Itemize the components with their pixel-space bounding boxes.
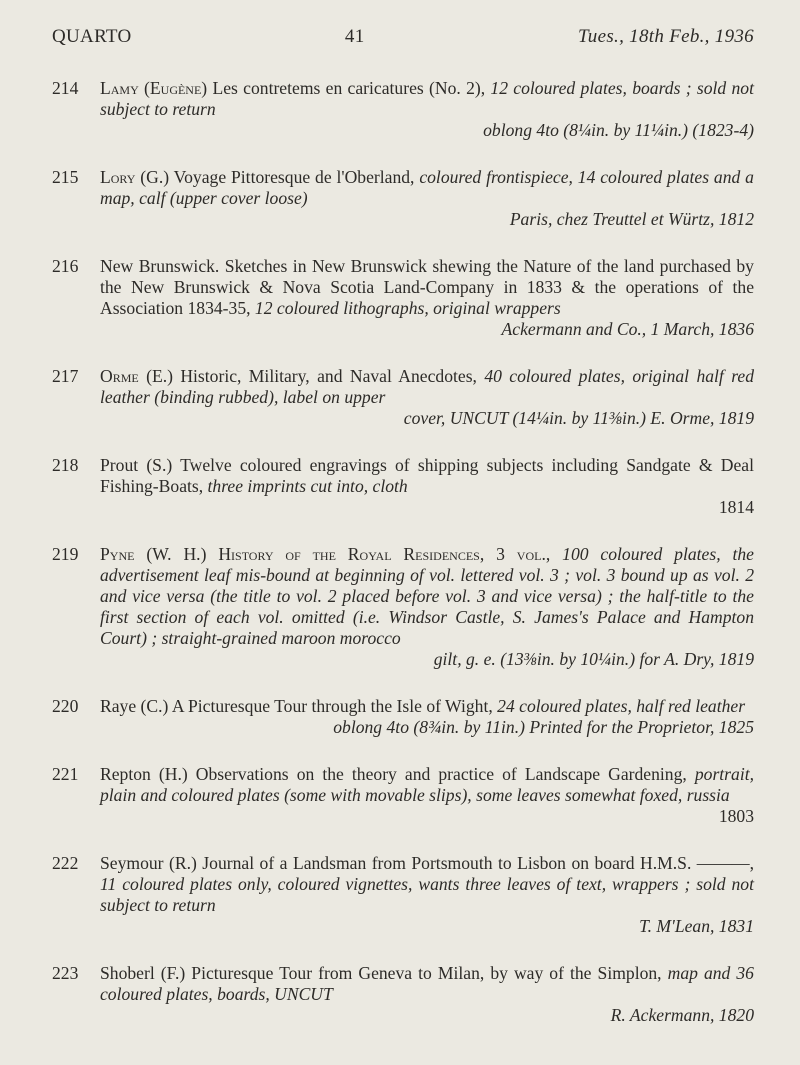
lot-description [100,544,754,670]
lot-number: 217 [52,366,79,386]
lot-imprint: R. Ackermann, 1820 [610,1005,754,1025]
lot-number: 214 [52,78,79,98]
lot-title: History of the Royal Residences, 3 vol., [206,544,563,564]
lot-imprint: Ackermann and Co., 1 March, 1836 [501,319,754,339]
lot-list [52,78,754,1026]
lot-description [100,963,754,1026]
lot-description [100,696,754,738]
page-number: 41 [344,26,365,47]
lot-entry [52,366,754,429]
lot-entry [52,853,754,937]
lot-description [100,78,754,141]
lot-number: 215 [52,167,79,187]
lot-imprint: gilt, g. e. (13⅜in. by 10¼in.) for A. Dry, 1819 [433,649,754,669]
lot-details: three imprints cut into, cloth [207,476,408,496]
lot-title: Journal of a Landsman from Portsmouth to Lisbon on board H.M.S. ———, [196,853,754,873]
lot-imprint: oblong 4to (8¼in. by 11¼in.) (1823-4) [483,120,754,140]
lot-imprint: cover, UNCUT (14¼in. by 11⅜in.) E. Orme, 1819 [403,408,754,428]
lot-author: Lory (G.) [100,167,170,187]
lot-title: Observations on the theory and practice of Landscape Gardening, [187,764,695,784]
lot-description [100,455,754,518]
lot-entry [52,696,754,738]
lot-imprint: T. M'Lean, 1831 [639,916,754,936]
lot-number: 223 [52,963,79,983]
lot-entry [52,78,754,141]
lot-entry [52,764,754,827]
lot-imprint: 1814 [718,497,754,517]
lot-details: 12 coloured plates, boards ; sold not subject to return [100,78,754,119]
lot-title: A Picturesque Tour through the Isle of Wight, [168,696,498,716]
lot-author: Orme (E.) [100,366,173,386]
lot-title: Twelve coloured engravings of shipping subjects including Sandgate & Deal Fishing-Boats, [100,455,754,496]
lot-description [100,764,754,827]
lot-author: Repton (H.) [100,764,188,784]
lot-author: Raye (C.) [100,696,169,716]
lot-author: Lamy (Eugène) [100,78,208,98]
lot-details: 100 coloured plates, the advertisement leaf mis-bound at beginning of vol. lettered vol. 3 ; vol. 3 bound up as vol. 2 and vice versa (the title to vol. 2 placed before vol. 3 and vice versa) ; the half-title to the first section of each vol. omitted (i.e. Windsor Castle, S. James's Palace and Hampton Court) ; straight-grained maroon morocco [100,544,754,648]
page-header [52,26,754,48]
lot-details: 12 coloured lithographs, original wrappers [254,298,561,318]
lot-imprint: 1803 [718,806,754,826]
lot-description [100,853,754,937]
lot-entry [52,544,754,670]
lot-author: New Brunswick. [100,256,220,276]
lot-description [100,256,754,340]
lot-number: 219 [52,544,79,564]
lot-title: Sketches in New Brunswick shewing the Nature of the land purchased by the New Brunswick & Nova Scotia Land-Company in 1833 & the operations of the Association 1834-35, [100,256,754,318]
header-left: QUARTO [52,26,132,47]
lot-entry [52,455,754,518]
lot-number: 216 [52,256,79,276]
sale-date: Tues., 18th Feb., 1936 [577,26,754,47]
lot-details: coloured frontispiece, 14 coloured plates and a map, calf (upper cover loose) [100,167,754,208]
lot-author: Prout (S.) [100,455,173,475]
lot-entry [52,256,754,340]
lot-title: Historic, Military, and Naval Anecdotes, [172,366,485,386]
lot-title: Picturesque Tour from Geneva to Milan, by way of the Simplon, [185,963,668,983]
lot-description [100,167,754,230]
lot-details: 24 coloured plates, half red leather [497,696,746,716]
lot-number: 221 [52,764,79,784]
lot-entry [52,963,754,1026]
lot-author: Shoberl (F.) [100,963,186,983]
lot-title: Les contretems en caricatures (No. 2), [207,78,491,98]
lot-imprint: oblong 4to (8¾in. by 11in.) Printed for the Proprietor, 1825 [333,717,754,737]
lot-details: 11 coloured plates only, coloured vignettes, wants three leaves of text, wrappers ; sold not subject to return [100,874,754,915]
lot-author: Seymour (R.) [100,853,197,873]
lot-imprint: Paris, chez Treuttel et Würtz, 1812 [509,209,754,229]
lot-author: Pyne (W. H.) [100,544,207,564]
lot-details: 40 coloured plates, original half red leather (binding rubbed), label on upper [100,366,754,407]
lot-details: portrait, plain and coloured plates (some with movable slips), some leaves somewhat foxed, russia [100,764,754,805]
lot-title: Voyage Pittoresque de l'Oberland, [169,167,420,187]
lot-entry [52,167,754,230]
lot-description [100,366,754,429]
lot-number: 218 [52,455,79,475]
lot-number: 220 [52,696,79,716]
lot-number: 222 [52,853,79,873]
lot-details: map and 36 coloured plates, boards, UNCUT [100,963,754,1004]
